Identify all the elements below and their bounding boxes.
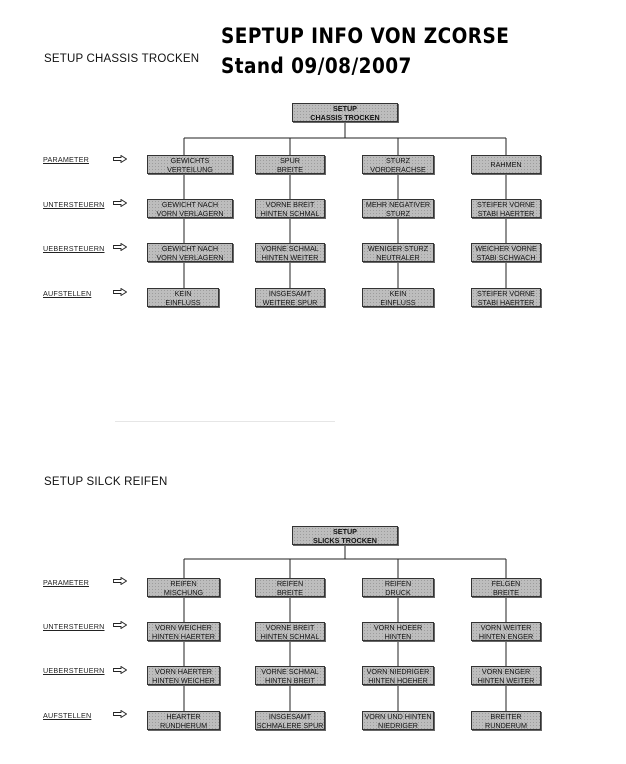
right-outline-arrow-icon <box>113 243 127 251</box>
page-title: SEPTUP INFO VON ZCORSE <box>221 24 510 48</box>
row-label-untersteuern: UNTERSTEUERN <box>43 622 105 631</box>
node-aufstellen-1: KEIN EINFLUSS <box>147 288 219 307</box>
node-uebersteuern-3: VORN NIEDRIGER HINTEN HOEHER <box>362 666 434 685</box>
node-untersteuern-1: GEWICHT NACH VORN VERLAGERN <box>147 199 233 218</box>
node-uebersteuern-2: VORNE SCHMAL HINTEN BREIT <box>255 666 325 685</box>
node-uebersteuern-4: VORN ENGER HINTEN WEITER <box>471 666 541 685</box>
node-reifen-druck: REIFEN DRUCK <box>362 578 434 597</box>
node-aufstellen-4: BREITER RUNDERUM <box>471 711 541 730</box>
root-node-chassis: SETUP CHASSIS TROCKEN <box>292 103 398 122</box>
right-outline-arrow-icon <box>113 199 127 207</box>
node-untersteuern-3: VORN HOEER HINTEN <box>362 622 434 641</box>
row-label-uebersteuern: UEBERSTEUERN <box>43 666 105 675</box>
node-untersteuern-4: STEIFER VORNE STABI HAERTER <box>471 199 541 218</box>
node-uebersteuern-1: GEWICHT NACH VORN VERLAGERN <box>147 243 233 262</box>
node-aufstellen-2: INSGESAMT SCHMALERE SPUR <box>256 711 324 730</box>
node-aufstellen-3: VORN UND HINTEN NIEDRIGER <box>362 711 434 730</box>
node-spurbreite: SPUR BREITE <box>255 155 325 174</box>
right-outline-arrow-icon <box>113 577 127 585</box>
node-aufstellen-2: INSGESAMT WEITERE SPUR <box>255 288 325 307</box>
node-aufstellen-1: HEARTER RUNDHERUM <box>147 711 220 730</box>
section-label-slicks: SETUP SILCK REIFEN <box>44 476 168 488</box>
row-label-aufstellen: AUFSTELLEN <box>43 289 92 298</box>
node-aufstellen-4: STEIFER VORNE STABI HAERTER <box>471 288 541 307</box>
node-uebersteuern-1: VORN HAERTER HINTEN WEICHER <box>147 666 220 685</box>
node-untersteuern-2: VORNE BREIT HINTEN SCHMAL <box>255 622 325 641</box>
row-label-parameter: PARAMETER <box>43 578 89 587</box>
node-aufstellen-3: KEIN EINFLUSS <box>362 288 434 307</box>
node-rahmen: RAHMEN <box>471 155 541 174</box>
node-uebersteuern-4: WEICHER VORNE STABI SCHWACH <box>471 243 541 262</box>
node-felgen-breite: FELGEN BREITE <box>471 578 541 597</box>
page-subtitle-date: Stand 09/08/2007 <box>221 54 412 78</box>
node-untersteuern-1: VORN WEICHER HINTEN HAERTER <box>147 622 220 641</box>
right-outline-arrow-icon <box>113 621 127 629</box>
section-label-chassis: SETUP CHASSIS TROCKEN <box>44 53 200 65</box>
row-label-parameter: PARAMETER <box>43 155 89 164</box>
node-untersteuern-4: VORN WEITER HINTEN ENGER <box>471 622 541 641</box>
node-gewichtsverteilung: GEWICHTS VERTEILUNG <box>147 155 233 174</box>
right-outline-arrow-icon <box>113 155 127 163</box>
node-uebersteuern-2: VORNE SCHMAL HINTEN WEITER <box>255 243 325 262</box>
node-reifen-breite: REIFEN BREITE <box>255 578 325 597</box>
node-uebersteuern-3: WENIGER STURZ NEUTRALER <box>362 243 434 262</box>
node-sturz-vorderachse: STURZ VORDERACHSE <box>362 155 434 174</box>
root-node-slicks: SETUP SLICKS TROCKEN <box>292 526 398 545</box>
right-outline-arrow-icon <box>113 288 127 296</box>
node-untersteuern-3: MEHR NEGATIVER STURZ <box>362 199 434 218</box>
node-untersteuern-2: VORNE BREIT HINTEN SCHMAL <box>255 199 325 218</box>
node-reifen-mischung: REIFEN MISCHUNG <box>147 578 220 597</box>
row-label-aufstellen: AUFSTELLEN <box>43 711 92 720</box>
right-outline-arrow-icon <box>113 710 127 718</box>
row-label-untersteuern: UNTERSTEUERN <box>43 200 105 209</box>
row-label-uebersteuern: UEBERSTEUERN <box>43 244 105 253</box>
right-outline-arrow-icon <box>113 666 127 674</box>
